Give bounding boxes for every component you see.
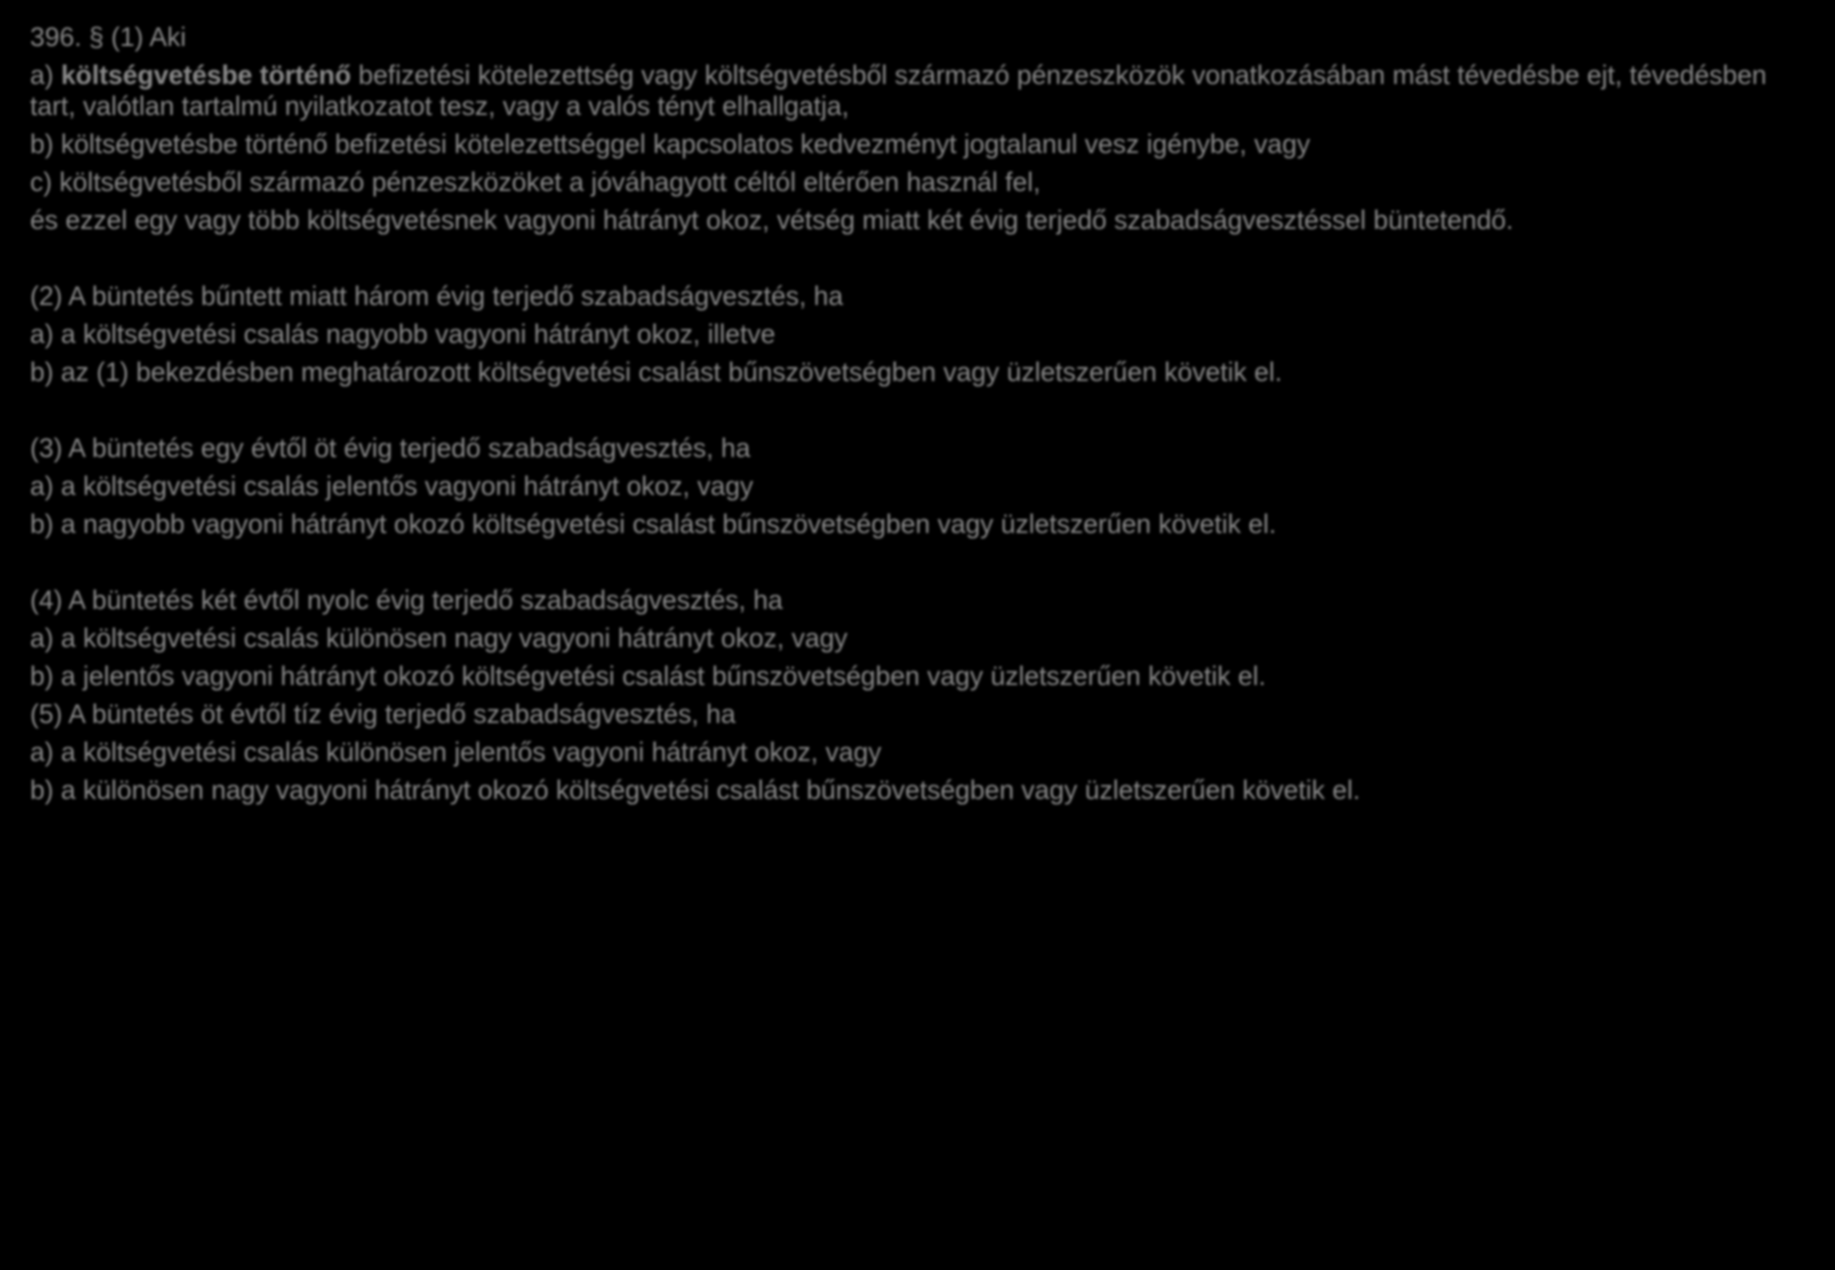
section-heading: 396. § (1) Aki: [30, 22, 187, 52]
paragraph2-point-b: b) az (1) bekezdésben meghatározott költségvetési csalást bűnszövetségben vagy üzletszerűen követik el.: [30, 357, 1283, 387]
paragraph1-point-a-bold: költségvetésbe történő: [60, 60, 352, 90]
paragraph1-point-a-rest: befizetési kötelezettség vagy költségvetésből származó pénzeszközök vonatkozásában mást tévedésbe ejt, tévedésben tart, valótlan tartalmú nyilatkozatot tesz, vagy a valós tényt elhallgatja,: [30, 60, 1767, 121]
paragraph2-intro: (2) A büntetés bűntett miatt három évig terjedő szabadságvesztés, ha: [30, 281, 844, 311]
paragraph1-point-c: c) költségvetésből származó pénzeszközöket a jóváhagyott céltól eltérően használ fel,: [30, 167, 1041, 197]
paragraph1-consequence: és ezzel egy vagy több költségvetésnek vagyoni hátrányt okoz, vétség miatt két évig terjedő szabadságvesztéssel büntetendő.: [30, 205, 1514, 235]
paragraph3-point-a: a) a költségvetési csalás jelentős vagyoni hátrányt okoz, vagy: [30, 471, 754, 501]
spacer: [30, 243, 1811, 281]
paragraph1-point-a-prefix: a): [30, 60, 61, 90]
paragraph5-intro: (5) A büntetés öt évtől tíz évig terjedő szabadságvesztés, ha: [30, 699, 736, 729]
paragraph1-point-a: [30, 60, 1811, 122]
paragraph1-point-b: b) költségvetésbe történő befizetési kötelezettséggel kapcsolatos kedvezményt jogtalanul vesz igénybe, vagy: [30, 129, 1311, 159]
paragraph5-point-a: a) a költségvetési csalás különösen jelentős vagyoni hátrányt okoz, vagy: [30, 737, 882, 767]
paragraph4-point-a: a) a költségvetési csalás különösen nagy vagyoni hátrányt okoz, vagy: [30, 623, 848, 653]
paragraph3-intro: (3) A büntetés egy évtől öt évig terjedő szabadságvesztés, ha: [30, 433, 751, 463]
paragraph3-point-b: b) a nagyobb vagyoni hátrányt okozó költségvetési csalást bűnszövetségben vagy üzletszerűen követik el.: [30, 509, 1277, 539]
paragraph4-point-b: b) a jelentős vagyoni hátrányt okozó költségvetési csalást bűnszövetségben vagy üzletszerűen követik el.: [30, 661, 1266, 691]
paragraph5-point-b: b) a különösen nagy vagyoni hátrányt okozó költségvetési csalást bűnszövetségben vagy üzletszerűen követik el.: [30, 775, 1361, 805]
spacer: [30, 547, 1811, 585]
spacer: [30, 395, 1811, 433]
paragraph2-point-a: a) a költségvetési csalás nagyobb vagyoni hátrányt okoz, illetve: [30, 319, 776, 349]
paragraph4-intro: (4) A büntetés két évtől nyolc évig terjedő szabadságvesztés, ha: [30, 585, 783, 615]
